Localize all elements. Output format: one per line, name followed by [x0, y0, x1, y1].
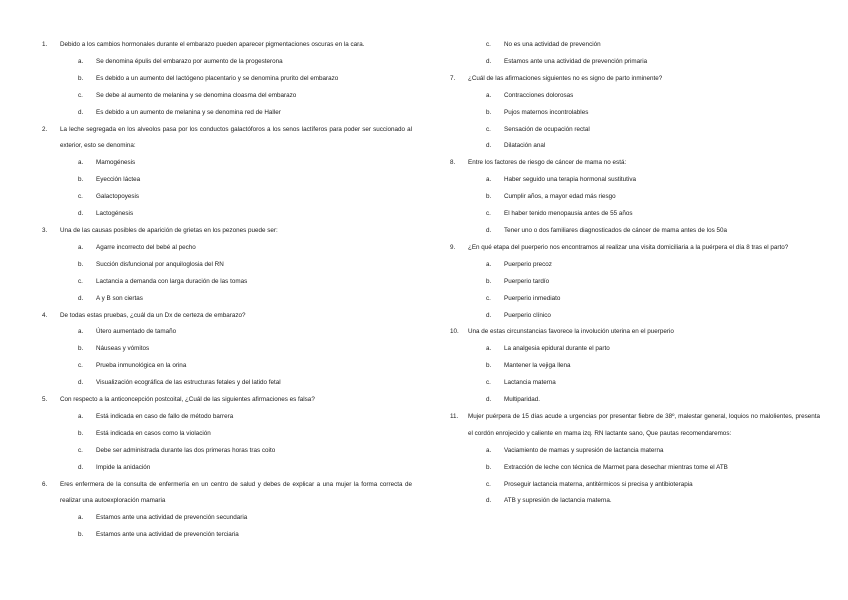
answer-option	[450, 308, 820, 325]
answer-option	[42, 443, 412, 460]
option-text: Mantener la vejiga llena	[504, 362, 571, 370]
answer-option	[450, 460, 820, 477]
answer-option	[450, 274, 820, 291]
question	[450, 155, 820, 172]
right-column	[450, 37, 820, 510]
option-text: Es debido a un aumento del lactógeno placentario y se denomina prurito del embarazo	[96, 74, 339, 82]
option-letter: d.	[486, 226, 492, 234]
question-text: La leche segregada en los alveolos pasa por los conductos galactóforos a los senos lactíferos para poder ser succionado al exterior, esto se denomina:	[60, 125, 412, 150]
option-letter: c.	[78, 446, 83, 454]
answer-option	[42, 291, 412, 308]
option-letter: a.	[78, 328, 84, 336]
option-letter: b.	[486, 193, 492, 201]
option-text: Estamos ante una actividad de prevención terciaria	[96, 531, 239, 539]
answer-option	[450, 37, 820, 54]
question-number: 2.	[42, 125, 48, 133]
option-letter: b.	[78, 260, 84, 268]
option-text: Estamos ante una actividad de prevención primaria	[504, 57, 648, 65]
answer-option	[450, 223, 820, 240]
answer-option	[42, 88, 412, 105]
question-text: De todas estas pruebas, ¿cuál da un Dx de certeza de embarazo?	[60, 311, 246, 319]
option-letter: c.	[486, 480, 491, 488]
answer-option	[42, 426, 412, 443]
option-text: Galactopoyesis	[96, 193, 140, 201]
question	[42, 122, 412, 156]
question-number: 1.	[42, 41, 48, 48]
option-letter: d.	[78, 463, 84, 471]
question-number: 9.	[450, 243, 456, 251]
option-letter: a.	[78, 514, 84, 522]
answer-option	[42, 358, 412, 375]
question-number: 6.	[42, 480, 48, 488]
option-text: Lactancia a demanda con larga duración de las tomas	[96, 277, 248, 285]
answer-option	[450, 291, 820, 308]
option-text: Se denomina épulis del embarazo por aumento de la progesterona	[96, 57, 283, 65]
option-text: Visualización ecográfica de las estructuras fetales y del latido fetal	[96, 379, 281, 387]
option-text: Eyección láctea	[96, 176, 141, 184]
option-text: Proseguir lactancia materna, antitérmicos si precisa y antibioterapia	[504, 480, 693, 488]
left-column	[42, 37, 412, 544]
option-text: Multiparidad.	[504, 396, 541, 404]
question	[450, 240, 820, 257]
option-text: Vaciamiento de mamas y supresión de lactancia materna	[504, 446, 664, 454]
question	[42, 308, 412, 325]
option-text: Lactancia materna	[504, 379, 556, 387]
answer-option	[450, 257, 820, 274]
answer-option	[450, 206, 820, 223]
option-letter: b.	[486, 108, 492, 116]
answer-option	[450, 443, 820, 460]
answer-option	[42, 527, 412, 544]
option-letter: d.	[78, 210, 84, 218]
question-number: 7.	[450, 74, 456, 82]
option-letter: c.	[78, 362, 83, 370]
option-letter: d.	[78, 294, 84, 302]
option-letter: d.	[78, 108, 84, 116]
option-text: Pujos maternos incontrolables	[504, 108, 589, 116]
option-text: Dilatación anal	[504, 142, 546, 150]
option-text: Lactogénesis	[96, 210, 134, 218]
option-text: Puerperio inmediato	[504, 294, 561, 302]
option-letter: c.	[78, 277, 83, 285]
option-letter: b.	[486, 463, 492, 471]
option-letter: d.	[486, 497, 492, 505]
answer-option	[42, 155, 412, 172]
answer-option	[450, 138, 820, 155]
option-letter: a.	[486, 91, 492, 99]
answer-option	[42, 274, 412, 291]
answer-option	[42, 324, 412, 341]
question-text: Una de estas circunstancias favorece la involución uterina en el puerperio	[468, 328, 674, 336]
answer-option	[450, 493, 820, 510]
option-letter: d.	[78, 379, 84, 387]
question	[450, 324, 820, 341]
option-letter: b.	[78, 531, 84, 539]
option-letter: d.	[486, 142, 492, 150]
option-letter: c.	[486, 41, 491, 48]
question	[42, 223, 412, 240]
answer-option	[450, 375, 820, 392]
question-text: ¿Cuál de las afirmaciones siguientes no es signo de parto inminente?	[468, 74, 663, 82]
option-text: Puerperio tardío	[504, 277, 550, 285]
answer-option	[42, 71, 412, 88]
answer-option	[42, 206, 412, 223]
answer-option	[450, 54, 820, 71]
answer-option	[42, 189, 412, 206]
option-text: Puerperio clínico	[504, 311, 551, 319]
answer-option	[450, 172, 820, 189]
question-text: ¿En qué etapa del puerperio nos encontramos al realizar una visita domiciliaria a la puérpera el día 8 tras el parto?	[468, 243, 789, 251]
option-letter: b.	[78, 429, 84, 437]
option-letter: a.	[78, 243, 84, 251]
option-letter: d.	[486, 311, 492, 319]
question	[450, 409, 820, 443]
option-letter: a.	[486, 260, 492, 268]
answer-option	[450, 122, 820, 139]
option-letter: b.	[486, 277, 492, 285]
option-text: Haber seguido una terapia hormonal sustitutiva	[504, 176, 636, 184]
option-letter: a.	[486, 446, 492, 454]
answer-option	[42, 172, 412, 189]
option-letter: a.	[486, 345, 492, 353]
answer-option	[42, 240, 412, 257]
option-text: Útero aumentado de tamaño	[96, 328, 177, 336]
question-number: 4.	[42, 311, 48, 319]
option-letter: d.	[486, 396, 492, 404]
answer-option	[42, 510, 412, 527]
answer-option	[450, 392, 820, 409]
option-letter: b.	[78, 74, 84, 82]
question-text: Entre los factores de riesgo de cáncer de mama no está:	[468, 159, 627, 167]
question-text: Eres enfermera de la consulta de enfermería en un centro de salud y debes de explicar a una mujer la forma correcta de realizar una autoexploración mamaria	[60, 480, 412, 505]
question-text: Debido a los cambios hormonales durante el embarazo pueden aparecer pigmentaciones oscuras en la cara.	[60, 41, 365, 48]
option-text: Mamogénesis	[96, 159, 136, 167]
question-number: 3.	[42, 226, 48, 234]
option-text: Sensación de ocupación rectal	[504, 125, 590, 133]
question-text: Mujer puérpera de 15 días acude a urgencias por presentar fiebre de 38º, malestar general, loquios no malolientes, presenta el cordón enrojecido y caliente en mama izq. RN lactante sano, Que pautas recomendaremos:	[468, 412, 820, 437]
option-letter: b.	[78, 345, 84, 353]
option-text: Está indicada en casos como la violación	[96, 429, 211, 437]
answer-option	[42, 375, 412, 392]
option-text: Prueba inmunológica en la orina	[96, 362, 187, 370]
option-text: Debe ser administrada durante las dos primeras horas tras coito	[96, 446, 276, 454]
option-letter: c.	[486, 125, 491, 133]
option-letter: b.	[78, 176, 84, 184]
option-text: Tener uno o dos familiares diagnosticados de cáncer de mama antes de los 50a	[504, 226, 727, 234]
answer-option	[42, 54, 412, 71]
option-letter: a.	[78, 412, 84, 420]
answer-option	[42, 341, 412, 358]
option-letter: a.	[78, 159, 84, 167]
answer-option	[450, 105, 820, 122]
option-text: Náuseas y vómitos	[96, 345, 150, 353]
option-letter: c.	[78, 193, 83, 201]
option-text: Está indicada en caso de fallo de método barrera	[96, 412, 234, 420]
question-number: 10.	[450, 328, 459, 336]
option-letter: b.	[486, 362, 492, 370]
question	[450, 71, 820, 88]
option-text: A y B son ciertas	[96, 294, 143, 302]
option-letter: c.	[486, 294, 491, 302]
option-text: Agarre incorrecto del bebé al pecho	[96, 243, 196, 251]
option-letter: a.	[78, 57, 84, 65]
question	[42, 477, 412, 511]
question	[42, 392, 412, 409]
question	[42, 37, 412, 54]
option-text: Puerperio precoz	[504, 260, 552, 268]
question-text: Con respecto a la anticoncepción postcoital, ¿Cuál de las siguientes afirmaciones es falsa?	[60, 396, 315, 404]
option-text: Contracciones dolorosas	[504, 91, 574, 99]
option-text: Es debido a un aumento de melanina y se denomina red de Haller	[96, 108, 281, 116]
option-letter: c.	[78, 91, 83, 99]
option-text: No es una actividad de prevención	[504, 41, 601, 48]
option-text: Estamos ante una actividad de prevención secundaria	[96, 514, 248, 522]
option-text: Cumplir años, a mayor edad más riesgo	[504, 193, 616, 201]
answer-option	[42, 257, 412, 274]
option-text: La analgesia epidural durante el parto	[504, 345, 610, 353]
question-number: 8.	[450, 159, 456, 167]
answer-option	[450, 88, 820, 105]
option-letter: d.	[486, 57, 492, 65]
question-number: 5.	[42, 396, 48, 404]
answer-option	[450, 189, 820, 206]
option-text: Extracción de leche con técnica de Marmet para desechar mientras tome el ATB	[504, 463, 728, 471]
answer-option	[42, 105, 412, 122]
option-text: Se debe al aumento de melanina y se denomina cloasma del embarazo	[96, 91, 297, 99]
question-text: Una de las causas posibles de aparición de grietas en los pezones puede ser:	[60, 226, 278, 234]
option-text: Impide la anidación	[96, 463, 151, 471]
option-text: El haber tenido menopausia antes de 55 años	[504, 210, 633, 218]
answer-option	[42, 460, 412, 477]
option-letter: a.	[486, 176, 492, 184]
option-letter: c.	[486, 379, 491, 387]
option-letter: c.	[486, 210, 491, 218]
option-text: ATB y supresión de lactancia materna.	[504, 497, 612, 505]
answer-option	[450, 358, 820, 375]
answer-option	[450, 477, 820, 494]
answer-option	[42, 409, 412, 426]
question-number: 11.	[450, 412, 459, 420]
option-text: Succión disfuncional por anquiloglosia del RN	[96, 260, 224, 268]
answer-option	[450, 341, 820, 358]
